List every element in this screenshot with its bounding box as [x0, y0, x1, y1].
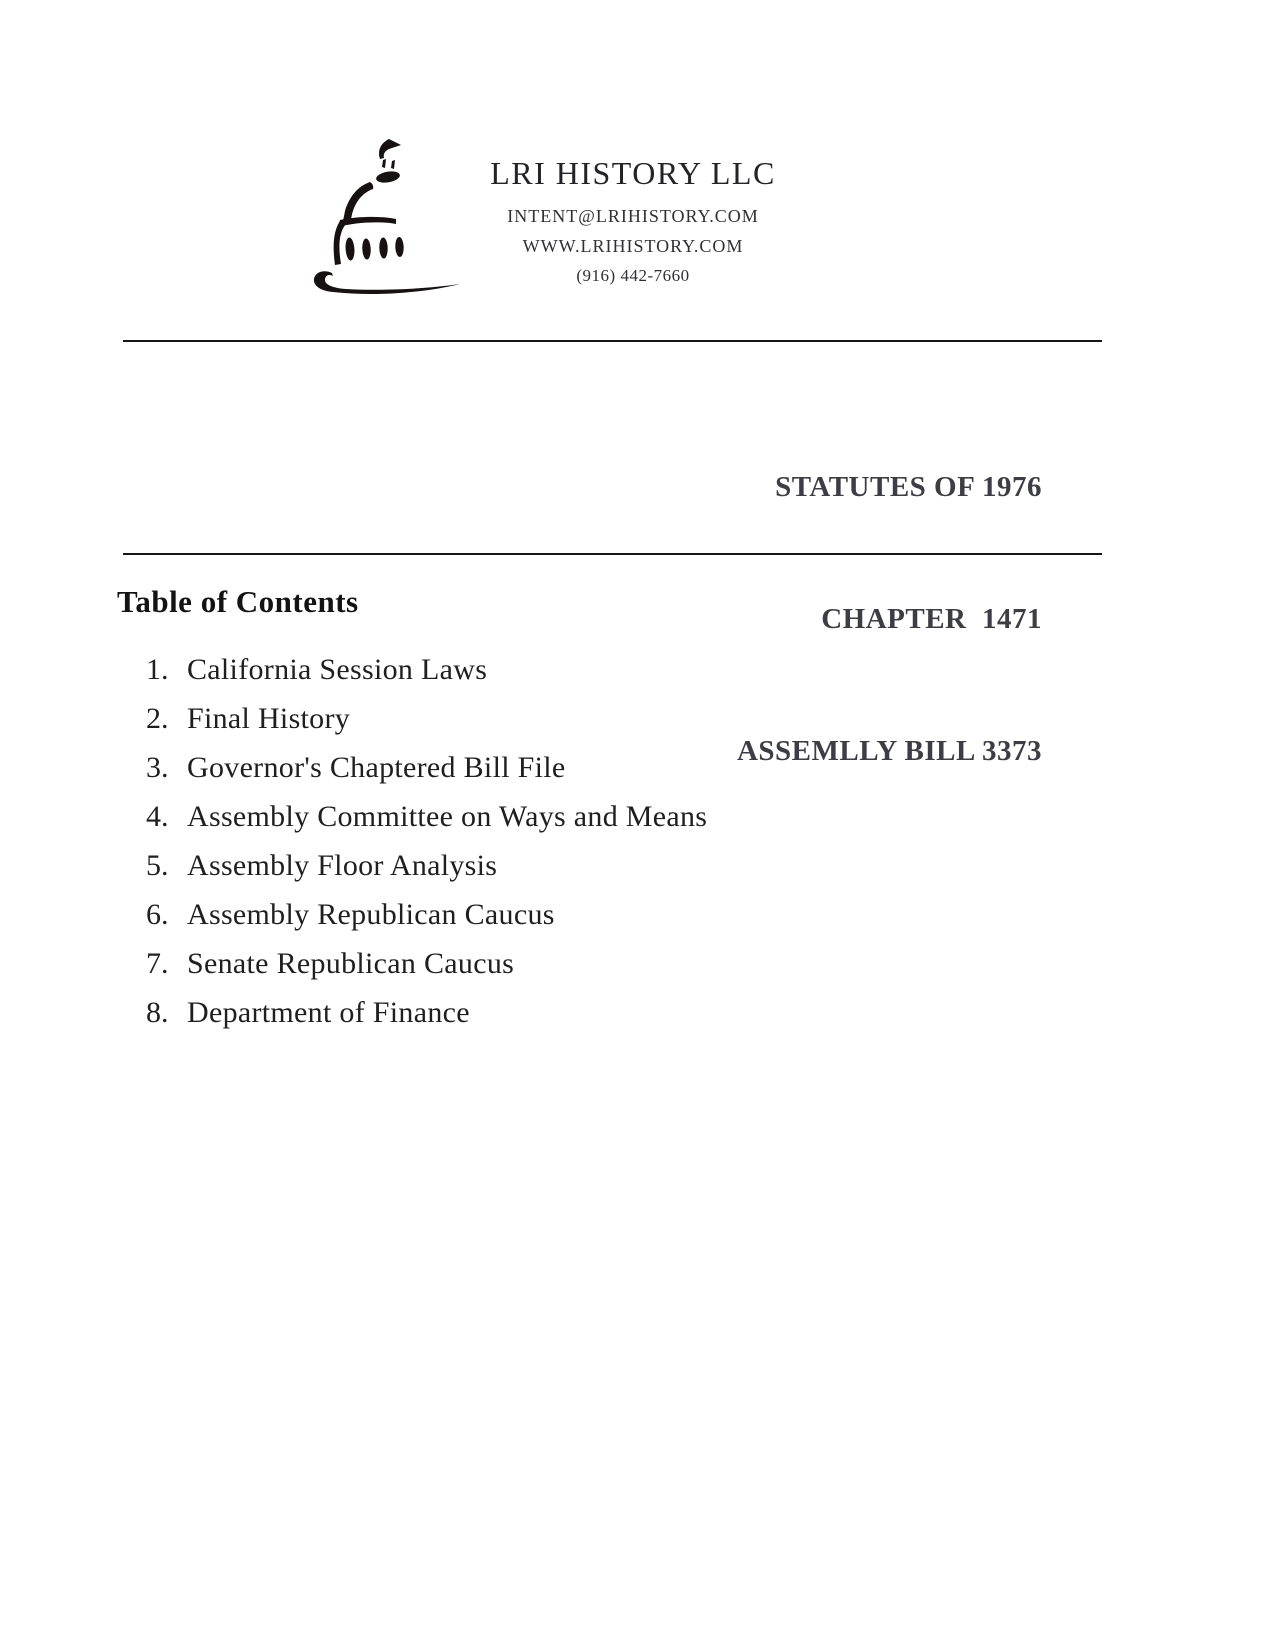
company-website: WWW.LRIHISTORY.COM	[522, 236, 744, 256]
toc-item-label: Senate Republican Caucus	[187, 947, 515, 980]
toc-item	[146, 792, 707, 841]
divider-bottom	[123, 553, 1102, 555]
toc-item-label: Assembly Committee on Ways and Means	[187, 800, 708, 833]
toc-item-label: Assembly Republican Caucus	[187, 898, 555, 931]
toc-item	[146, 743, 707, 792]
toc-item	[146, 645, 707, 694]
toc-title: Table of Contents	[117, 584, 359, 619]
toc-item-number: 6.	[146, 898, 169, 931]
toc-item	[146, 841, 707, 890]
chapter-line: CHAPTER 1471	[821, 603, 1042, 635]
statutes-line: STATUTES OF 1976	[775, 471, 1042, 503]
toc-item-number: 1.	[146, 653, 169, 686]
toc-item-number: 7.	[146, 947, 169, 980]
toc-item-number: 8.	[146, 996, 169, 1029]
toc-item-number: 2.	[146, 702, 169, 735]
toc-item	[146, 694, 707, 743]
toc-item	[146, 988, 707, 1037]
toc-item-number: 5.	[146, 849, 169, 882]
toc-item	[146, 890, 707, 939]
divider-top	[123, 340, 1102, 342]
company-email: INTENT@LRIHISTORY.COM	[507, 206, 759, 226]
toc-item-number: 3.	[146, 751, 169, 784]
company-phone: (916) 442-7660	[576, 266, 690, 285]
toc-item-label: California Session Laws	[187, 653, 488, 686]
assembly-bill-line: ASSEMLLY BILL 3373	[736, 735, 1042, 767]
toc-item-label: Final History	[187, 702, 351, 735]
bill-identification	[737, 377, 1042, 861]
toc-item-label: Department of Finance	[187, 996, 470, 1029]
toc-item-label: Assembly Floor Analysis	[187, 849, 498, 882]
letterhead	[373, 152, 893, 290]
toc-item-number: 4.	[146, 800, 169, 833]
toc-item	[146, 939, 707, 988]
company-name: LRI HISTORY LLC	[490, 155, 776, 191]
toc-item-label: Governor's Chaptered Bill File	[187, 751, 566, 784]
toc-list	[146, 645, 707, 1037]
